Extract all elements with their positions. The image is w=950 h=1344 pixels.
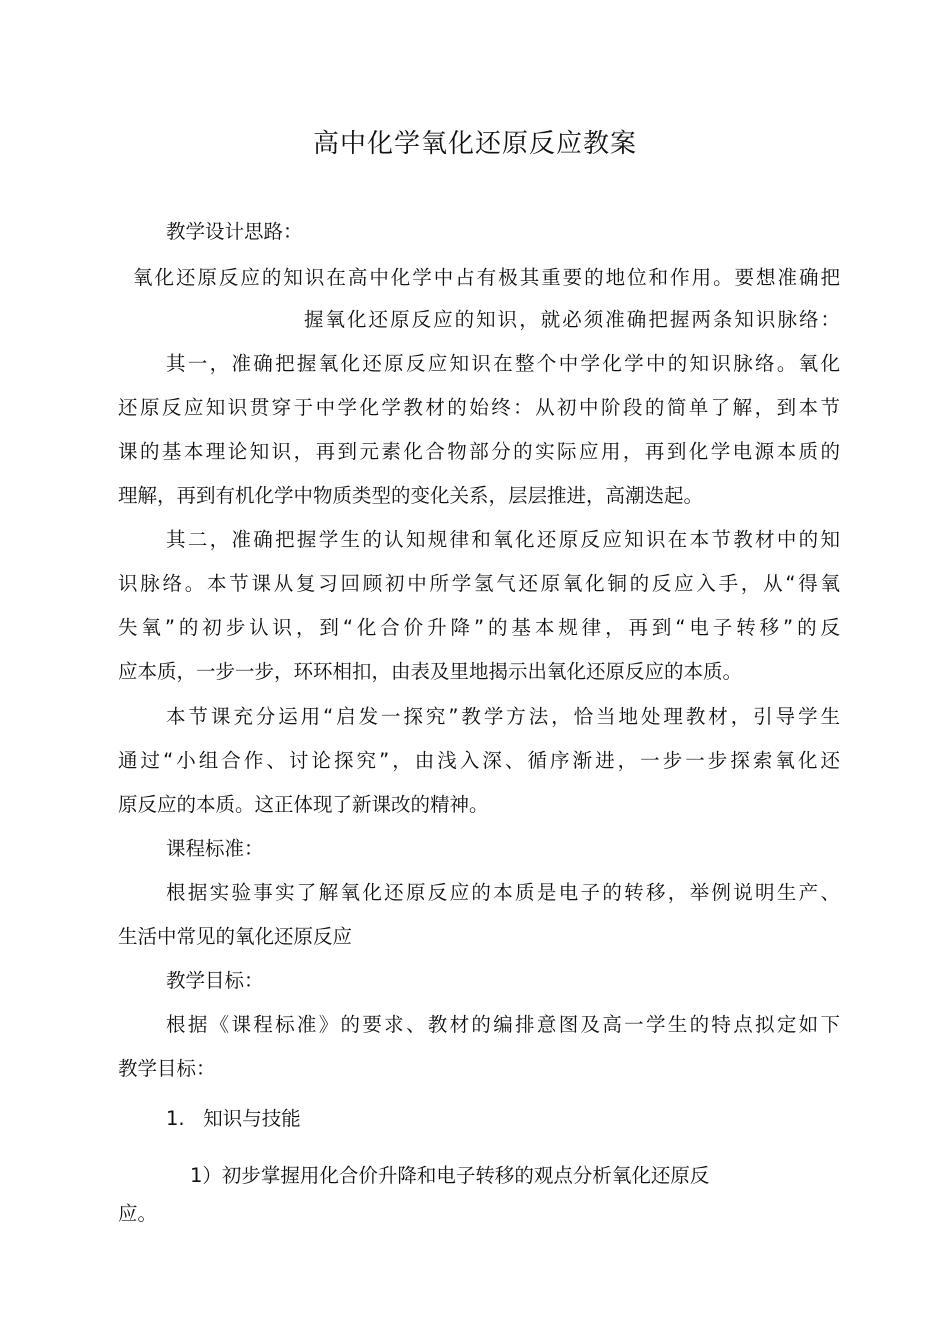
paragraph-line: 生活中常见的氧化还原反应 bbox=[118, 925, 353, 948]
paragraph-line: 根据《课程标准》的要求、教材的编排意图及高一学生的特点拟定如下 bbox=[166, 1013, 840, 1036]
heading-design-approach: 教学设计思路： bbox=[166, 220, 303, 243]
paragraph-line: 应本质，一步一步，环环相扣，由表及里地揭示出氧化还原反应的本质。 bbox=[118, 660, 743, 683]
paragraph-line: 理解，再到有机化学中物质类型的变化关系，层层推进，高潮迭起。 bbox=[118, 484, 704, 507]
paragraph-line: 氧化还原反应的知识在高中化学中占有极其重要的地位和作用。要想准确把 bbox=[133, 266, 840, 289]
sub-list-item: 1）初步掌握用化合价升降和电子转移的观点分析氧化还原反 bbox=[190, 1164, 710, 1187]
paragraph-line: 失氧”的初步认识，到“化合价升降”的基本规律，再到“电子转移”的反 bbox=[118, 616, 840, 639]
list-item-knowledge-skills: 1. 知识与技能 bbox=[166, 1107, 301, 1130]
paragraph-line: 教学目标： bbox=[118, 1057, 216, 1080]
paragraph-line: 根据实验事实了解氧化还原反应的本质是电子的转移，举例说明生产、 bbox=[166, 881, 840, 904]
paragraph-line: 通过“小组合作、讨论探究”，由浅入深、循序渐进，一步一步探索氧化还 bbox=[118, 749, 840, 772]
paragraph-line: 其二，准确把握学生的认知规律和氧化还原反应知识在本节教材中的知 bbox=[166, 528, 840, 551]
document-title: 高中化学氧化还原反应教案 bbox=[312, 129, 637, 159]
paragraph-line: 课的基本理论知识，再到元素化合物部分的实际应用，再到化学电源本质的 bbox=[118, 440, 840, 463]
paragraph-line: 本节课充分运用“启发一探究”教学方法，恰当地处理教材，引导学生 bbox=[166, 705, 840, 728]
heading-teaching-objectives: 教学目标： bbox=[166, 969, 264, 992]
paragraph-line: 原反应的本质。这正体现了新课改的精神。 bbox=[118, 793, 489, 816]
paragraph-line: 还原反应知识贯穿于中学化学教材的始终：从初中阶段的简单了解，到本节 bbox=[118, 396, 840, 419]
paragraph-line: 识脉络。本节课从复习回顾初中所学氢气还原氧化铜的反应入手，从“得氧 bbox=[118, 572, 840, 595]
heading-curriculum-standard: 课程标准： bbox=[166, 837, 264, 860]
paragraph-line: 握氧化还原反应的知识，就必须准确把握两条知识脉络： bbox=[304, 308, 840, 331]
paragraph-line: 其一，准确把握氧化还原反应知识在整个中学化学中的知识脉络。氧化 bbox=[166, 352, 840, 375]
paragraph-line: 应。 bbox=[118, 1202, 158, 1225]
